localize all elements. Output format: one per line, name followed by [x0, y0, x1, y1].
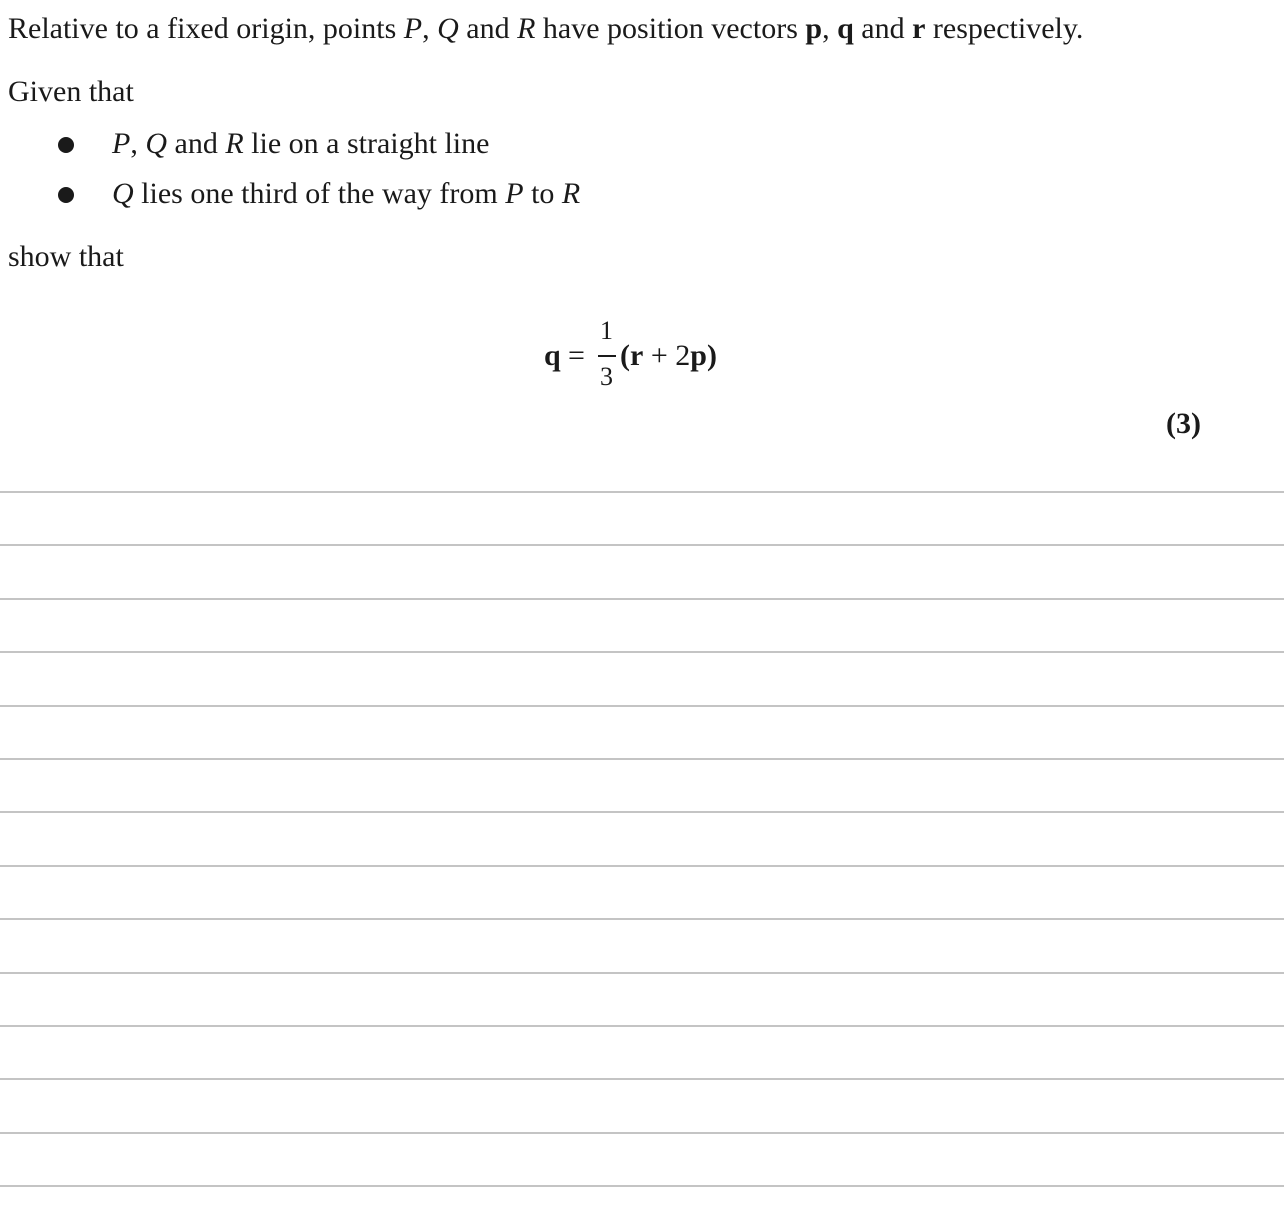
given-label: Given that — [8, 75, 134, 108]
bullet-and: and — [167, 127, 226, 160]
equation-close-paren: ) — [706, 339, 717, 372]
bullet-mid: lies one third of the way from — [133, 177, 506, 210]
intro-comma-1: , — [422, 12, 438, 45]
intro-comma-2: , — [822, 12, 838, 45]
answer-line — [0, 598, 1284, 600]
equation-plus: + 2 — [643, 339, 691, 372]
point-p-label: P — [403, 12, 423, 45]
bullet-comma: , — [130, 127, 146, 160]
bullet-text — [112, 126, 489, 162]
point-q-label: Q — [437, 12, 459, 45]
bullet-rest: lie on a straight line — [243, 127, 490, 160]
answer-line — [0, 1078, 1284, 1080]
intro-and-2: and — [853, 12, 913, 45]
vector-p-label: p — [805, 12, 823, 45]
fraction-numerator: 1 — [600, 316, 613, 345]
bullet-point-q: Q — [112, 177, 134, 210]
marks-label: (3) — [1166, 407, 1201, 440]
show-label: show that — [8, 240, 124, 273]
bullet-icon — [58, 187, 74, 203]
answer-line — [0, 1185, 1284, 1187]
bullet-point-q: Q — [145, 127, 167, 160]
intro-text-3: respectively. — [925, 12, 1084, 45]
bullet-point-r: R — [561, 177, 581, 210]
bullet-point-r: R — [225, 127, 244, 160]
intro-and-1: and — [458, 12, 518, 45]
equation-equals: = — [568, 339, 585, 372]
answer-line — [0, 705, 1284, 707]
equation-r: r — [630, 339, 644, 372]
vector-r-label: r — [912, 12, 926, 45]
equation-lhs: q — [544, 339, 561, 372]
answer-line — [0, 651, 1284, 653]
equation-rhs — [620, 338, 717, 374]
answer-line — [0, 972, 1284, 974]
answer-line — [0, 1132, 1284, 1134]
fraction-bar — [598, 355, 616, 357]
vector-q-label: q — [837, 12, 854, 45]
target-equation — [540, 316, 740, 396]
bullet-point-p: P — [505, 177, 524, 210]
answer-line — [0, 1025, 1284, 1027]
bullet-icon — [58, 137, 74, 153]
answer-line — [0, 811, 1284, 813]
answer-line — [0, 491, 1284, 493]
bullet-point-p: P — [112, 127, 131, 160]
equation-open-paren: ( — [620, 339, 630, 372]
intro-text-2: have position vectors — [535, 12, 806, 45]
point-r-label: R — [517, 12, 536, 45]
answer-line — [0, 544, 1284, 546]
bullet-text — [112, 176, 580, 212]
answer-line — [0, 758, 1284, 760]
intro-text-1: Relative to a fixed origin, points — [8, 12, 404, 45]
fraction-denominator: 3 — [600, 362, 613, 391]
answer-line — [0, 865, 1284, 867]
bullet-to: to — [523, 177, 562, 210]
equation-p: p — [690, 339, 707, 372]
answer-line — [0, 918, 1284, 920]
question-intro — [8, 11, 1083, 47]
